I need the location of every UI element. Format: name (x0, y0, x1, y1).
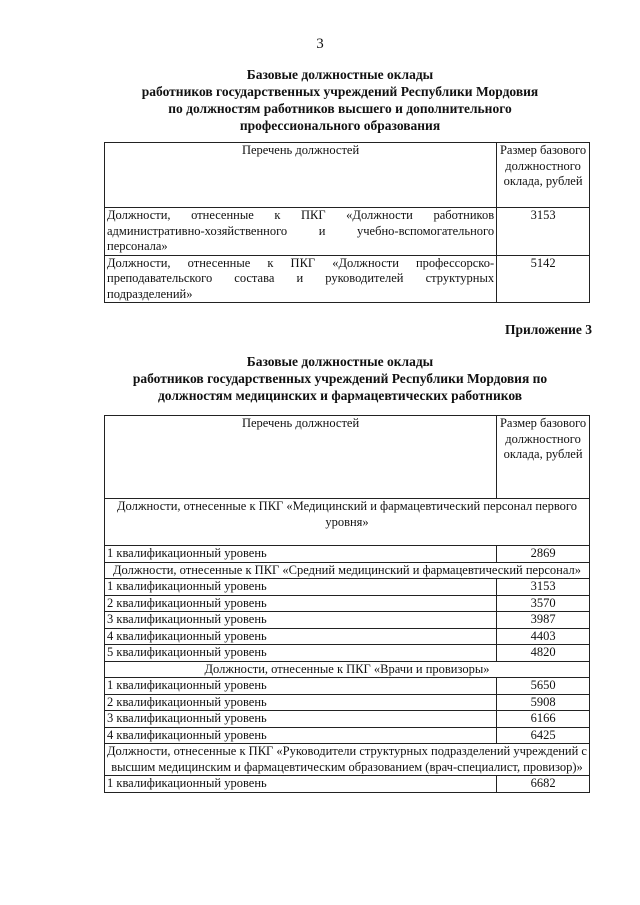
table-row (105, 711, 590, 728)
header-salary: Размер базового должностного оклада, рублей (497, 143, 590, 208)
group-row (105, 661, 590, 678)
section1-title-line: работников государственных учреждений Республики Мордовия (141, 84, 539, 99)
level-label: 3 квалификационный уровень (105, 711, 497, 728)
group-row (105, 499, 590, 546)
table-row (105, 678, 590, 695)
table-row (105, 208, 590, 256)
salary-value: 3570 (497, 595, 590, 612)
position-name (105, 255, 497, 303)
salary-value: 6682 (497, 776, 590, 793)
table-row (105, 595, 590, 612)
group-title: Должности, отнесенные к ПКГ «Средний медицинский и фармацевтический персонал» (105, 562, 590, 579)
salary-value: 3153 (497, 208, 590, 256)
salary-value: 3153 (497, 579, 590, 596)
group-title: Должности, отнесенные к ПКГ «Руководители структурных подразделений учреждений с высшим медицинским и фармацевтическим образованием (врач-специалист, провизор)» (105, 744, 590, 776)
section1-title-line: Базовые должностные оклады (246, 67, 434, 82)
level-label: 4 квалификационный уровень (105, 628, 497, 645)
group-title: Должности, отнесенные к ПКГ «Медицинский и фармацевтический персонал первого уровня» (105, 499, 590, 546)
table-row (105, 776, 590, 793)
table-row (105, 645, 590, 662)
level-label: 1 квалификационный уровень (105, 579, 497, 596)
level-label: 2 квалификационный уровень (105, 595, 497, 612)
appendix-label: Приложение 3 (504, 322, 592, 337)
level-label: 3 квалификационный уровень (105, 612, 497, 629)
level-label: 1 квалификационный уровень (105, 546, 497, 563)
level-label: 4 квалификационный уровень (105, 727, 497, 744)
section2-title-line: Базовые должностные оклады (246, 354, 434, 369)
position-name (105, 208, 497, 256)
position-name-line: подразделений» (107, 286, 193, 301)
section1-title (60, 66, 620, 134)
table-row (105, 628, 590, 645)
position-name-line: административно-хозяйственного и учебно-вспомогательного (107, 223, 495, 238)
table-row (105, 579, 590, 596)
level-label: 1 квалификационный уровень (105, 776, 497, 793)
position-name-line: Должности, отнесенные к ПКГ «Должности профессорско- (107, 255, 495, 270)
salary-value: 4403 (497, 628, 590, 645)
salary-table-medical (104, 415, 590, 793)
section2-title-line: должностям медицинских и фармацевтических работников (157, 388, 523, 403)
header-positions: Перечень должностей (105, 143, 497, 208)
salary-value: 3987 (497, 612, 590, 629)
salary-value: 5650 (497, 678, 590, 695)
page-number: 3 (316, 36, 324, 52)
position-name-line: преподавательского состава и руководителей структурных (107, 271, 495, 285)
section1-title-line: по должностям работников высшего и дополнительного (168, 101, 512, 116)
table-row (105, 612, 590, 629)
salary-value: 6425 (497, 727, 590, 744)
group-title: Должности, отнесенные к ПКГ «Врачи и провизоры» (105, 661, 590, 678)
header-positions: Перечень должностей (105, 416, 497, 499)
table-header-row (105, 143, 590, 208)
table-row (105, 546, 590, 563)
salary-value: 5142 (497, 255, 590, 303)
level-label: 5 квалификационный уровень (105, 645, 497, 662)
salary-table-education (104, 142, 590, 303)
position-name-line: Должности, отнесенные к ПКГ «Должности работников (107, 208, 495, 222)
group-row (105, 744, 590, 776)
level-label: 2 квалификационный уровень (105, 694, 497, 711)
salary-value: 5908 (497, 694, 590, 711)
salary-value: 6166 (497, 711, 590, 728)
section2-title (60, 353, 620, 404)
table-row (105, 694, 590, 711)
table-header-row (105, 416, 590, 499)
position-name-line: персонала» (107, 239, 168, 253)
salary-value: 4820 (497, 645, 590, 662)
section1-title-line: профессионального образования (239, 118, 441, 133)
group-row (105, 562, 590, 579)
table-row (105, 255, 590, 303)
header-salary: Размер базового должностного оклада, рублей (497, 416, 590, 499)
level-label: 1 квалификационный уровень (105, 678, 497, 695)
salary-value: 2869 (497, 546, 590, 563)
table-row (105, 727, 590, 744)
section2-title-line: работников государственных учреждений Республики Мордовия по (132, 371, 548, 386)
